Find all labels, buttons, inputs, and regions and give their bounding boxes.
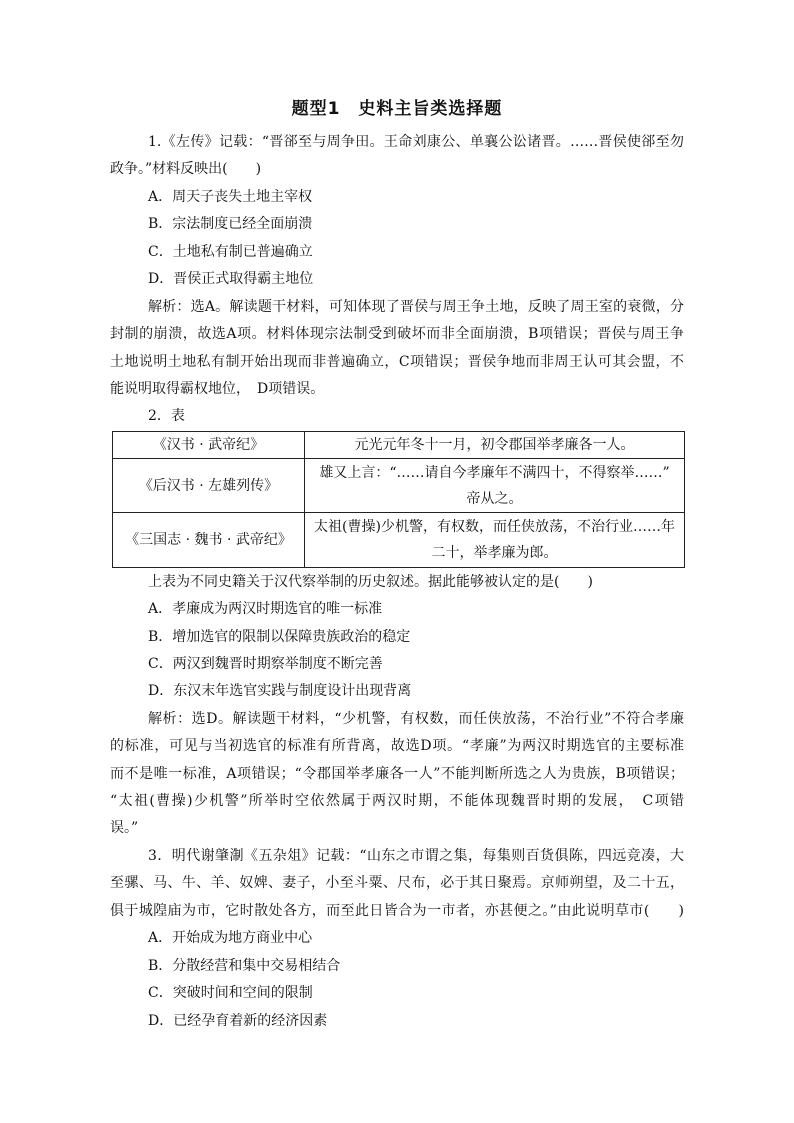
q1-option-d: D．晋侯正式取得霸主地位: [148, 271, 314, 287]
sources-table: [112, 431, 685, 568]
table-row: [113, 513, 685, 568]
q2-label: 2．表: [148, 408, 185, 424]
q3-option-d: D．已经孕育着新的经济因素: [148, 1013, 328, 1029]
q1-stem-line-1: 1.《左传》记载：“晋郤至与周争田。王命刘康公、单襄公讼诸晋。……晋侯使郤至勿: [148, 134, 684, 150]
q2-analysis-line-4: “太祖(曹操)少机警”所举时空依然属于两汉时期，不能体现魏晋时期的发展， C项错: [110, 793, 684, 809]
table-row: [113, 459, 685, 513]
table-cell-source: 《三国志 · 魏书 · 武帝纪》: [113, 513, 305, 568]
q1-analysis-line-4: 能说明取得霸权地位， D项错误。: [110, 381, 325, 397]
q2-option-c: C．两汉到魏晋时期察举制度不断完善: [148, 656, 383, 672]
q1-analysis-line-1: 解析：选A。解读题干材料，可知体现了晋侯与周王争土地，反映了周王室的衰微，分: [148, 299, 684, 315]
table-cell-content-line: 元光元年冬十一月，初令郡国举孝廉各一人。: [354, 437, 635, 453]
table-cell-source: 《汉书 · 武帝纪》: [113, 432, 305, 459]
page-title: 题型1 史料主旨类选择题: [291, 99, 503, 119]
q3-option-a: A．开始成为地方商业中心: [148, 930, 313, 946]
table-cell-content: [305, 432, 685, 459]
q3-option-c: C．突破时间和空间的限制: [148, 985, 313, 1001]
q2-option-d: D．东汉末年选官实践与制度设计出现背离: [148, 683, 412, 699]
q2-analysis-line-2: 的标准，可见与当初选官的标准有所背离，故选D项。“孝廉”为两汉时期选官的主要标准: [110, 738, 684, 754]
table-cell-content-line: 二十，举孝廉为郎。: [431, 545, 558, 561]
q1-option-b: B．宗法制度已经全面崩溃: [148, 216, 313, 232]
table-cell-content-line: 帝从之。: [466, 490, 523, 507]
q2-option-b: B．增加选官的限制以保障贵族政治的稳定: [148, 629, 411, 645]
q1-stem-line-2: 政争。”材料反映出( ): [110, 161, 262, 177]
table-cell-content-line: 太祖(曹操)少机警，有权数，而任侠放荡，不治行业……年: [314, 519, 675, 535]
q1-option-c: C．土地私有制已普遍确立: [148, 244, 313, 260]
table-cell-content: [305, 513, 685, 568]
q3-option-b: B．分散经营和集中交易相结合: [148, 958, 341, 974]
table-row: [113, 432, 685, 459]
q3-stem-line-2: 至骡、马、牛、羊、奴婢、妻子，小至斗粟、尺布，必于其日聚焉。京师朔望，及二十五，: [110, 875, 684, 891]
q3-stem-line-3: 俱于城隍庙为市，它时散处各方，而至此日皆合为一市者，亦甚便之。”由此说明草市( ): [110, 903, 684, 919]
q1-analysis-line-3: 土地说明土地私有制开始出现而非普遍确立，C项错误；晋侯争地而非周王认可其会盟，不: [110, 354, 684, 370]
q2-stem: 上表为不同史籍关于汉代察举制的历史叙述。据此能够被认定的是( ): [148, 574, 593, 590]
q2-analysis-line-1: 解析：选D。解读题干材料，“少机警，有权数，而任侠放荡，不治行业”不符合孝廉: [148, 711, 684, 727]
q3-stem-line-1: 3．明代谢肇淛《五杂俎》记载：“山东之市谓之集，每集则百货俱陈，四远竞凑，大: [148, 848, 684, 864]
q1-option-a: A．周天子丧失土地主宰权: [148, 189, 313, 205]
q2-option-a: A．孝廉成为两汉时期选官的唯一标准: [148, 601, 383, 617]
table-cell-source: 《后汉书 · 左雄列传》: [113, 459, 305, 513]
q2-analysis-line-5: 误。”: [110, 820, 139, 836]
table-cell-content: [305, 459, 685, 513]
table-cell-content-line: 雄又上言：“……请自今孝廉年不满四十，不得察举……”: [319, 464, 670, 481]
q2-analysis-line-3: 而不是唯一标准，A项错误；“令郡国举孝廉各一人”不能判断所选之人为贵族，B项错误；: [110, 766, 684, 782]
q1-analysis-line-2: 封制的崩溃，故选A项。材料体现宗法制受到破坏而非全面崩溃，B项错误；晋侯与周王争: [110, 326, 684, 342]
